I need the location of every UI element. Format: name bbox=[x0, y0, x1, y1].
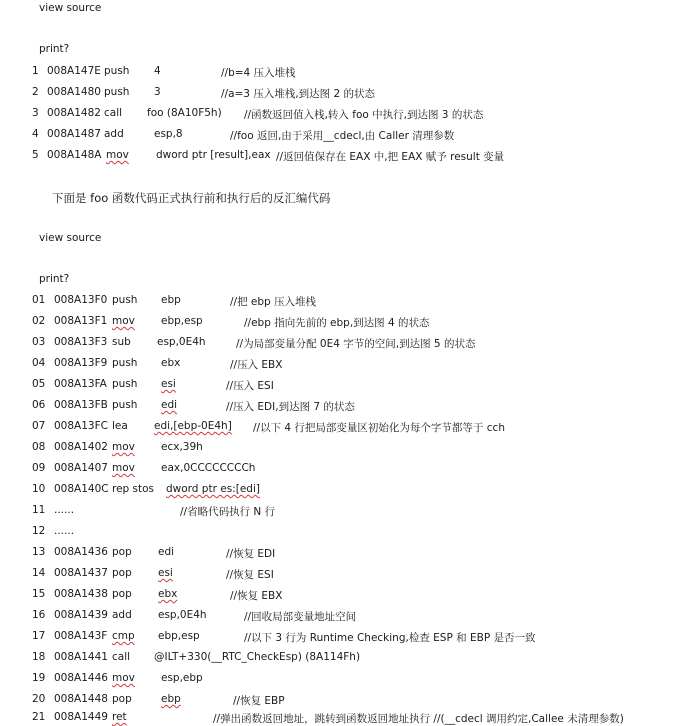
address: 008A1439 bbox=[54, 609, 108, 621]
comment: //以下 4 行把局部变量区初始化为每个字节都等于 cch bbox=[253, 422, 505, 434]
line-number: 01 bbox=[32, 294, 46, 306]
address: 008A1438 bbox=[54, 588, 108, 600]
operand: ebp,esp bbox=[158, 630, 200, 642]
address: ...... bbox=[54, 504, 75, 516]
operand: foo (8A10F5h) bbox=[147, 107, 222, 119]
address: 008A148A bbox=[47, 149, 102, 161]
comment: //恢复 EDI bbox=[226, 548, 276, 560]
comment: //ebp 指向先前的 ebp,到达图 4 的状态 bbox=[244, 317, 430, 329]
comment: //省略代码执行 N 行 bbox=[180, 506, 276, 518]
comment: //弹出函数返回地址，跳转到函数返回地址执行 //(__cdecl 调用约定,Callee 未清理参数) bbox=[213, 713, 624, 725]
address: 008A13FB bbox=[54, 399, 108, 411]
comment: //恢复 EBP bbox=[233, 695, 285, 707]
address: 008A1480 bbox=[47, 86, 101, 98]
line-number: 14 bbox=[32, 567, 46, 579]
comment: //回收局部变量地址空间 bbox=[244, 611, 357, 623]
comment: //压入 ESI bbox=[226, 380, 274, 392]
address: 008A13F9 bbox=[54, 357, 108, 369]
operand: esp,8 bbox=[154, 128, 183, 140]
opcode: rep stos bbox=[112, 483, 155, 495]
address: 008A1487 bbox=[47, 128, 101, 140]
line-number: 02 bbox=[32, 315, 46, 327]
operand: edi,[ebp-0E4h] bbox=[154, 420, 232, 432]
operand: ebp bbox=[161, 693, 181, 705]
line-number: 04 bbox=[32, 357, 46, 369]
opcode: mov bbox=[112, 315, 135, 327]
opcode: push bbox=[104, 86, 130, 98]
operand: edi bbox=[161, 399, 178, 411]
comment: //为局部变量分配 0E4 字节的空间,到达图 5 的状态 bbox=[236, 338, 476, 350]
comment: //返回值保存在 EAX 中,把 EAX 赋予 result 变量 bbox=[276, 151, 505, 163]
address: 008A1448 bbox=[54, 693, 108, 705]
address: 008A147E bbox=[47, 65, 101, 77]
opcode: push bbox=[112, 378, 138, 390]
operand: dword ptr [result],eax bbox=[156, 149, 271, 161]
address: 008A1441 bbox=[54, 651, 108, 663]
address: 008A1402 bbox=[54, 441, 108, 453]
opcode: pop bbox=[112, 693, 132, 705]
operand: esp,ebp bbox=[161, 672, 203, 684]
line-number: 13 bbox=[32, 546, 46, 558]
opcode: add bbox=[104, 128, 124, 140]
line-number: 5 bbox=[32, 149, 39, 161]
view-source-link-1[interactable]: view source bbox=[39, 2, 102, 14]
line-number: 15 bbox=[32, 588, 46, 600]
address: 008A1437 bbox=[54, 567, 108, 579]
line-number: 20 bbox=[32, 693, 46, 705]
line-number: 10 bbox=[32, 483, 46, 495]
opcode: sub bbox=[112, 336, 131, 348]
opcode: pop bbox=[112, 588, 132, 600]
address: 008A13F1 bbox=[54, 315, 108, 327]
operand: eax,0CCCCCCCCh bbox=[161, 462, 256, 474]
operand: edi bbox=[158, 546, 175, 558]
line-number: 06 bbox=[32, 399, 46, 411]
print-link-1[interactable]: print? bbox=[39, 43, 70, 55]
print-link-2[interactable]: print? bbox=[39, 273, 70, 285]
comment: //b=4 压入堆栈 bbox=[221, 67, 296, 79]
line-number: 21 bbox=[32, 711, 46, 723]
opcode: ret bbox=[112, 711, 127, 723]
operand: 4 bbox=[154, 65, 161, 77]
operand: esp,0E4h bbox=[157, 336, 206, 348]
address: 008A1482 bbox=[47, 107, 101, 119]
address: 008A13FC bbox=[54, 420, 108, 432]
line-number: 16 bbox=[32, 609, 46, 621]
opcode: push bbox=[112, 399, 138, 411]
line-number: 17 bbox=[32, 630, 46, 642]
comment: //恢复 ESI bbox=[226, 569, 274, 581]
operand: 3 bbox=[154, 86, 161, 98]
comment: //a=3 压入堆栈,到达图 2 的状态 bbox=[221, 88, 376, 100]
line-number: 18 bbox=[32, 651, 46, 663]
address: 008A143F bbox=[54, 630, 108, 642]
operand: esp,0E4h bbox=[158, 609, 207, 621]
description-paragraph: 下面是 foo 函数代码正式执行前和执行后的反汇编代码 bbox=[52, 191, 331, 205]
comment: //foo 返回,由于采用__cdecl,由 Caller 清理参数 bbox=[230, 130, 455, 142]
opcode: add bbox=[112, 609, 132, 621]
comment: //以下 3 行为 Runtime Checking,检查 ESP 和 EBP 是否一致 bbox=[244, 632, 536, 644]
address: 008A13F0 bbox=[54, 294, 108, 306]
operand: ebp,esp bbox=[161, 315, 203, 327]
opcode: call bbox=[104, 107, 123, 119]
line-number: 08 bbox=[32, 441, 46, 453]
opcode: mov bbox=[106, 149, 129, 161]
line-number: 05 bbox=[32, 378, 46, 390]
address: 008A1436 bbox=[54, 546, 108, 558]
comment: //压入 EDI,到达图 7 的状态 bbox=[226, 401, 355, 413]
line-number: 11 bbox=[32, 504, 46, 516]
line-number: 4 bbox=[32, 128, 39, 140]
address: 008A1449 bbox=[54, 711, 108, 723]
operand: ebp bbox=[161, 294, 181, 306]
line-number: 03 bbox=[32, 336, 46, 348]
opcode: push bbox=[112, 357, 138, 369]
operand: esi bbox=[158, 567, 173, 579]
address: 008A13FA bbox=[54, 378, 107, 390]
address: 008A13F3 bbox=[54, 336, 108, 348]
opcode: push bbox=[112, 294, 138, 306]
line-number: 1 bbox=[32, 65, 39, 77]
operand: @ILT+330(__RTC_CheckEsp) (8A114Fh) bbox=[154, 651, 361, 663]
opcode: lea bbox=[112, 420, 128, 432]
operand: esi bbox=[161, 378, 176, 390]
opcode: cmp bbox=[112, 630, 135, 642]
view-source-link-2[interactable]: view source bbox=[39, 232, 102, 244]
opcode: pop bbox=[112, 567, 132, 579]
operand: ebx bbox=[161, 357, 181, 369]
address: 008A1446 bbox=[54, 672, 108, 684]
address: ...... bbox=[54, 525, 75, 537]
comment: //恢复 EBX bbox=[230, 590, 283, 602]
comment: //把 ebp 压入堆栈 bbox=[230, 296, 317, 308]
opcode: call bbox=[112, 651, 131, 663]
opcode: mov bbox=[112, 462, 135, 474]
line-number: 2 bbox=[32, 86, 39, 98]
line-number: 12 bbox=[32, 525, 46, 537]
address: 008A1407 bbox=[54, 462, 108, 474]
opcode: pop bbox=[112, 546, 132, 558]
line-number: 09 bbox=[32, 462, 46, 474]
comment: //压入 EBX bbox=[230, 359, 283, 371]
opcode: mov bbox=[112, 672, 135, 684]
line-number: 3 bbox=[32, 107, 39, 119]
line-number: 07 bbox=[32, 420, 46, 432]
comment: //函数返回值入栈,转入 foo 中执行,到达图 3 的状态 bbox=[244, 109, 484, 121]
line-number: 19 bbox=[32, 672, 46, 684]
opcode: mov bbox=[112, 441, 135, 453]
address: 008A140C bbox=[54, 483, 109, 495]
operand: ebx bbox=[158, 588, 178, 600]
opcode: push bbox=[104, 65, 130, 77]
operand: dword ptr es:[edi] bbox=[166, 483, 260, 495]
operand: ecx,39h bbox=[161, 441, 203, 453]
